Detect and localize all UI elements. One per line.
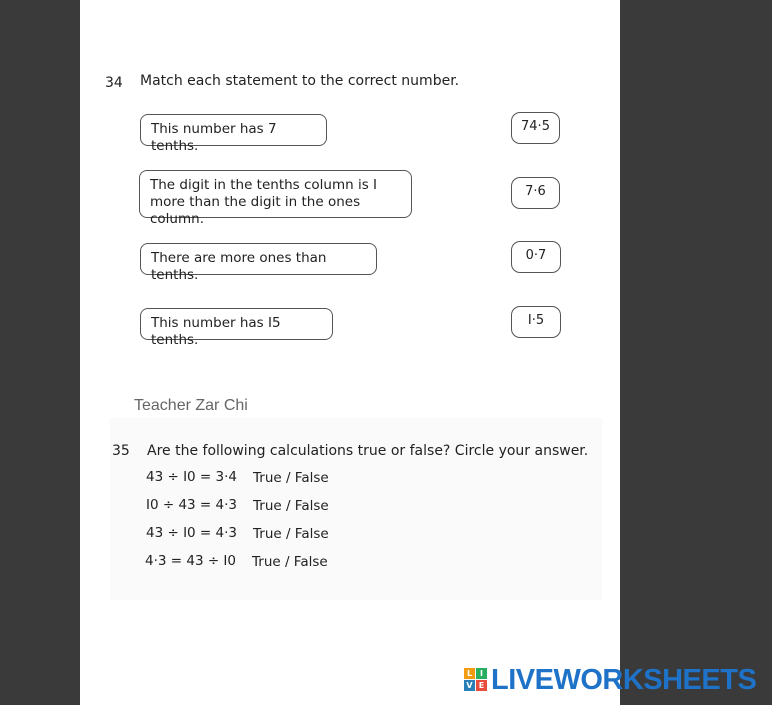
true-false-option-4[interactable]: True / False (252, 554, 328, 570)
liveworksheets-logo-text: LIVEWORKSHEETS (491, 663, 757, 696)
liveworksheets-logo-icon: L I V E (464, 668, 488, 692)
question-34-number: 34 (105, 75, 123, 91)
true-false-option-3[interactable]: True / False (253, 526, 329, 542)
question-35-prompt: Are the following calculations true or false? Circle your answer. (147, 443, 589, 459)
true-false-option-2[interactable]: True / False (253, 498, 329, 514)
worksheet-page (80, 0, 620, 705)
number-option-2[interactable]: 7·6 (511, 177, 560, 209)
question-35-number: 35 (112, 443, 130, 459)
number-option-3[interactable]: 0·7 (511, 241, 561, 273)
calculation-3: 43 ÷ I0 = 4·3 (146, 525, 238, 541)
statement-2[interactable]: The digit in the tenths column is I more than the digit in the ones column. (139, 170, 412, 218)
teacher-name: Teacher Zar Chi (134, 397, 248, 414)
number-option-4[interactable]: I·5 (511, 306, 561, 338)
number-option-1[interactable]: 74·5 (511, 112, 560, 144)
statement-4[interactable]: This number has I5 tenths. (140, 308, 333, 340)
calculation-2: I0 ÷ 43 = 4·3 (146, 497, 238, 513)
calculation-1: 43 ÷ I0 = 3·4 (146, 469, 238, 485)
calculation-4: 4·3 = 43 ÷ I0 (145, 553, 237, 569)
question-34-prompt: Match each statement to the correct number. (140, 73, 460, 89)
statement-3[interactable]: There are more ones than tenths. (140, 243, 377, 275)
statement-1[interactable]: This number has 7 tenths. (140, 114, 327, 146)
liveworksheets-logo (464, 665, 756, 695)
true-false-option-1[interactable]: True / False (253, 470, 329, 486)
